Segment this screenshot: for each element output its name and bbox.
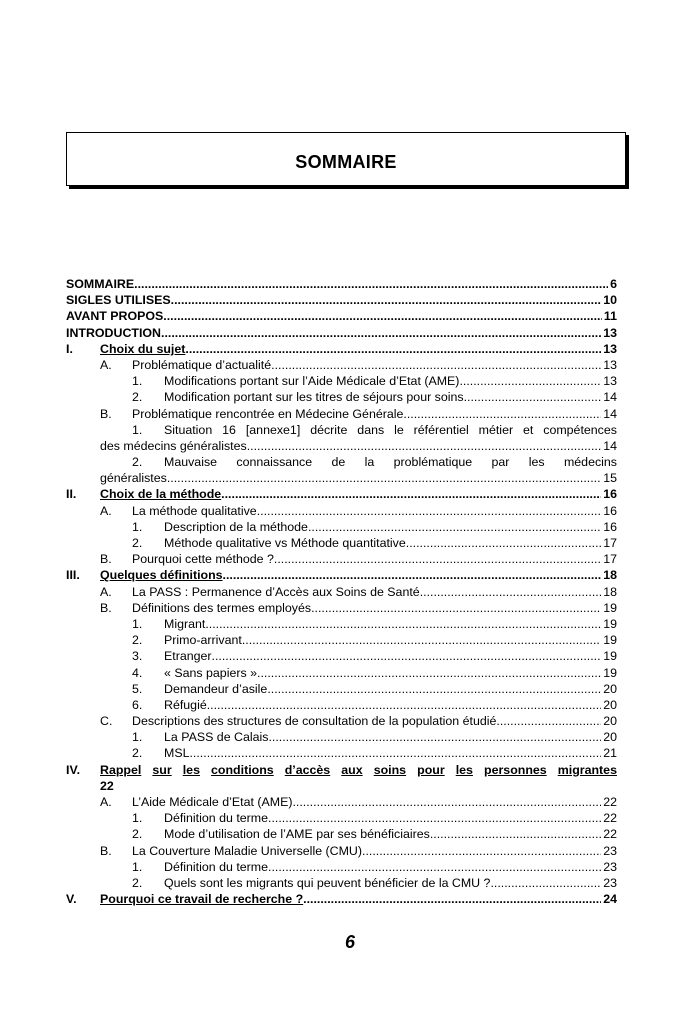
- toc-entry[interactable]: [66, 276, 617, 292]
- toc-entry-page: 14: [603, 390, 617, 405]
- toc-entry-title: La Couverture Maladie Universelle (CMU): [132, 843, 362, 858]
- toc-entry-page: 23: [603, 843, 617, 858]
- toc-entry-title: SOMMAIRE: [66, 277, 135, 291]
- toc-entry-number: 1.: [132, 730, 143, 745]
- toc-entry[interactable]: [66, 551, 617, 567]
- toc-entry-number: 2.: [132, 455, 143, 470]
- toc-entry-page: 16: [603, 503, 617, 518]
- toc-entry-page: 11: [603, 309, 617, 324]
- toc-entry[interactable]: [66, 308, 617, 324]
- toc-entry-number: B.: [100, 406, 112, 421]
- toc-entry-number: 1.: [132, 374, 143, 389]
- toc-entry-number: 2.: [132, 875, 143, 890]
- toc-leader-dots: [257, 665, 601, 681]
- toc-leader-dots: [221, 486, 601, 502]
- toc-entry-page: 10: [603, 293, 617, 308]
- toc-entry[interactable]: [66, 632, 617, 648]
- toc-entry-page: 14: [603, 438, 617, 453]
- toc-entry[interactable]: [66, 794, 617, 810]
- toc-entry-title: Quels sont les migrants qui peuvent bénéficier de la CMU ?: [164, 875, 491, 890]
- toc-entry-number: A.: [100, 584, 112, 599]
- toc-entry-title: La PASS de Calais: [164, 730, 269, 745]
- toc-entry-title: AVANT PROPOS: [66, 309, 164, 324]
- toc-leader-dots: [242, 632, 601, 648]
- table-of-contents: [66, 276, 617, 907]
- toc-entry-number: 4.: [132, 665, 143, 680]
- toc-entry-number: III.: [66, 568, 80, 583]
- toc-entry-number: A.: [100, 503, 112, 518]
- toc-word: migrantes: [557, 762, 617, 777]
- toc-leader-dots: [303, 891, 601, 907]
- toc-leader-dots: [207, 697, 601, 713]
- toc-leader-dots: [212, 648, 602, 664]
- toc-entry-number: C.: [100, 714, 113, 729]
- toc-entry-number: A.: [100, 795, 112, 809]
- toc-entry-title: Quelques définitions: [100, 568, 223, 583]
- toc-entry-page: 18: [603, 584, 617, 599]
- toc-word: sur: [152, 762, 172, 777]
- toc-word: de: [331, 455, 346, 470]
- title-box: [66, 132, 626, 186]
- toc-entry-page: 24: [603, 892, 617, 907]
- toc-entry[interactable]: [66, 341, 617, 357]
- toc-leader-dots: [430, 826, 601, 842]
- toc-entry-number: I.: [66, 341, 73, 356]
- toc-entry-page: 13: [603, 374, 617, 389]
- toc-entry-page: 20: [603, 681, 617, 696]
- toc-entry-number: 1.: [132, 616, 143, 631]
- toc-leader-dots: [167, 470, 601, 486]
- toc-entry-title: Définition du terme: [164, 859, 268, 874]
- toc-entry-page: 22: [603, 827, 617, 842]
- page-title: SOMMAIRE: [295, 151, 397, 172]
- toc-entry[interactable]: [66, 729, 617, 745]
- toc-leader-dots: [185, 341, 601, 357]
- toc-entry[interactable]: [66, 616, 617, 632]
- toc-word: médecins: [563, 455, 617, 470]
- toc-word: compétences: [543, 422, 617, 437]
- toc-entry-page: 16: [603, 487, 617, 502]
- toc-entry-title: Définition du terme: [164, 811, 268, 826]
- toc-entry[interactable]: [66, 859, 617, 875]
- toc-entry-number: V.: [66, 892, 77, 907]
- toc-leader-dots: [490, 875, 601, 891]
- toc-word: pour: [417, 762, 445, 777]
- toc-word: dans: [357, 422, 385, 437]
- toc-entry-page: 19: [603, 649, 617, 664]
- toc-entry[interactable]: [66, 713, 617, 729]
- toc-entry-page: 6: [610, 277, 617, 291]
- toc-leader-dots: [205, 616, 601, 632]
- toc-entry-page: 23: [603, 875, 617, 890]
- toc-leader-dots: [311, 600, 601, 616]
- toc-entry-number: 2.: [132, 827, 143, 842]
- toc-entry-title: Problématique rencontrée en Médecine Générale: [132, 406, 404, 421]
- toc-leader-dots: [257, 503, 602, 519]
- toc-entry-page: 20: [603, 714, 617, 729]
- toc-entry[interactable]: [66, 438, 617, 454]
- toc-entry-number: IV.: [66, 762, 81, 777]
- toc-entry-title: Choix de la méthode: [100, 487, 222, 502]
- toc-entry-page: 13: [603, 325, 617, 340]
- toc-leader-dots: [459, 373, 601, 389]
- toc-entry[interactable]: [66, 600, 617, 616]
- toc-entry-wrapped-line[interactable]: [66, 422, 617, 438]
- toc-entry-page: 17: [603, 552, 617, 567]
- toc-entry-page: 13: [603, 357, 617, 372]
- toc-entry-title: Mode d’utilisation de l’AME par ses bénéficiaires: [164, 827, 430, 842]
- page-number: 6: [344, 932, 355, 952]
- toc-entry[interactable]: [66, 389, 617, 405]
- toc-leader-dots: [161, 325, 601, 341]
- toc-entry-number: 1.: [132, 811, 143, 826]
- toc-entry-title: Modifications portant sur l’Aide Médicale d’Etat (AME): [164, 374, 460, 389]
- toc-entry-title: Problématique d’actualité: [132, 357, 272, 372]
- toc-entry[interactable]: [66, 697, 617, 713]
- toc-entry-title: Réfugié: [164, 697, 207, 712]
- toc-entry[interactable]: [66, 665, 617, 681]
- toc-entry[interactable]: [66, 567, 617, 583]
- toc-word: 16: [222, 422, 236, 437]
- toc-entry[interactable]: [66, 325, 617, 341]
- toc-entry-number: B.: [100, 843, 112, 858]
- toc-word: d’accès: [284, 762, 331, 777]
- toc-entry-number: 2.: [132, 633, 143, 648]
- toc-entry-number: 3.: [132, 649, 143, 664]
- toc-word: et: [523, 422, 534, 437]
- toc-leader-dots: [163, 308, 602, 324]
- toc-entry[interactable]: [66, 406, 617, 422]
- toc-leader-dots: [247, 438, 601, 454]
- toc-leader-dots: [274, 551, 601, 567]
- toc-entry[interactable]: [66, 292, 617, 308]
- toc-entry-number: A.: [100, 357, 112, 372]
- toc-word: [annexe1]: [245, 422, 301, 437]
- toc-entry[interactable]: [66, 519, 617, 535]
- toc-leader-dots: [420, 584, 602, 600]
- toc-entry-title: Définitions des termes employés: [132, 600, 312, 615]
- toc-entry-title: généralistes: [100, 471, 167, 486]
- toc-word: soins: [373, 762, 407, 777]
- toc-entry[interactable]: [66, 373, 617, 389]
- toc-entry-title: La méthode qualitative: [132, 503, 257, 518]
- toc-entry-number: 1.: [132, 859, 143, 874]
- toc-leader-dots: [308, 519, 601, 535]
- toc-word: connaissance: [236, 455, 313, 470]
- toc-leader-dots: [406, 535, 601, 551]
- toc-word: référentiel: [413, 422, 469, 437]
- toc-entry-page: 19: [603, 616, 617, 631]
- toc-leader-dots: [464, 389, 602, 405]
- toc-entry-title: Migrant: [164, 616, 206, 631]
- toc-word: Rappel: [100, 762, 142, 777]
- toc-leader-dots: [134, 276, 608, 292]
- toc-entry[interactable]: [66, 843, 617, 859]
- toc-entry[interactable]: [66, 357, 617, 373]
- toc-entry-title: La PASS : Permanence d’Accès aux Soins de Santé: [132, 584, 420, 599]
- toc-entry-continuation: [66, 778, 617, 794]
- toc-entry[interactable]: [66, 891, 617, 907]
- toc-leader-dots: [362, 843, 601, 859]
- toc-entry-number: 5.: [132, 681, 143, 696]
- toc-word: conditions: [211, 762, 274, 777]
- toc-leader-dots: [268, 859, 601, 875]
- toc-entry[interactable]: [66, 470, 617, 486]
- toc-word: problématique: [393, 455, 473, 470]
- toc-entry-page: 20: [603, 730, 617, 745]
- toc-leader-dots: [403, 406, 601, 422]
- toc-entry-page: 19: [603, 600, 617, 615]
- toc-word: décrite: [310, 422, 348, 437]
- toc-entry-number: B.: [100, 600, 112, 615]
- toc-entry-page: 21: [603, 746, 617, 761]
- toc-entry-title: SIGLES UTILISES: [66, 293, 171, 308]
- toc-entry-wrapped-line[interactable]: [66, 762, 617, 778]
- toc-entry-title: Description de la méthode: [164, 519, 308, 534]
- toc-entry-page: 23: [603, 859, 617, 874]
- toc-entry-number: B.: [100, 552, 112, 567]
- toc-entry-page: 19: [603, 633, 617, 648]
- toc-leader-dots: [268, 729, 601, 745]
- toc-entry-page: 22: [603, 795, 617, 809]
- toc-entry-title: Demandeur d’asile: [164, 681, 268, 696]
- toc-entry-number: 1.: [132, 519, 143, 534]
- toc-entry[interactable]: [66, 503, 617, 519]
- toc-entry-page: 17: [603, 536, 617, 550]
- toc-leader-dots: [292, 794, 601, 810]
- toc-leader-dots: [189, 745, 601, 761]
- toc-entry-page: 14: [603, 406, 617, 421]
- toc-entry-number: 6.: [132, 697, 143, 712]
- toc-entry[interactable]: [66, 810, 617, 826]
- toc-word: métier: [478, 422, 514, 437]
- toc-entry[interactable]: [66, 584, 617, 600]
- toc-entry-page: 22: [100, 778, 114, 793]
- toc-word: les: [182, 762, 200, 777]
- toc-entry-title: Modification portant sur les titres de séjours pour soins: [164, 390, 464, 405]
- toc-entry-page: 13: [603, 341, 617, 356]
- toc-entry-page: 15: [603, 471, 617, 486]
- toc-entry-number: 2.: [132, 390, 143, 405]
- toc-word: la: [364, 455, 375, 470]
- toc-entry-title: Choix du sujet: [100, 341, 186, 356]
- toc-entry[interactable]: [66, 486, 617, 502]
- toc-word: les: [455, 762, 473, 777]
- toc-entry-title: MSL: [164, 746, 190, 761]
- toc-entry-title: des médecins généralistes: [100, 438, 247, 453]
- toc-entry[interactable]: [66, 535, 617, 551]
- toc-entry-title: Descriptions des structures de consultation de la population étudié: [132, 714, 497, 729]
- toc-leader-dots: [223, 567, 602, 583]
- toc-entry-title: Méthode qualitative vs Méthode quantitative: [164, 536, 406, 550]
- toc-word: les: [528, 455, 545, 470]
- toc-entry-title: INTRODUCTION: [66, 325, 161, 340]
- toc-entry-page: 19: [603, 665, 617, 680]
- toc-leader-dots: [268, 810, 601, 826]
- toc-word: personnes: [484, 762, 547, 777]
- toc-entry-title: Pourquoi cette méthode ?: [132, 552, 274, 567]
- toc-entry-page: 16: [603, 519, 617, 534]
- toc-entry[interactable]: [66, 681, 617, 697]
- toc-word: Situation: [164, 422, 213, 437]
- toc-entry[interactable]: [66, 875, 617, 891]
- toc-leader-dots: [267, 681, 601, 697]
- toc-leader-dots: [271, 357, 601, 373]
- toc-entry-wrapped-line[interactable]: [66, 454, 617, 470]
- toc-entry-page: 22: [603, 811, 617, 826]
- toc-entry-number: 1.: [132, 422, 143, 437]
- toc-entry-page: 20: [603, 697, 617, 712]
- toc-entry-number: 2.: [132, 536, 143, 550]
- toc-leader-dots: [496, 713, 601, 729]
- toc-entry-title: L’Aide Médicale d’Etat (AME): [132, 795, 293, 809]
- toc-entry-title: Pourquoi ce travail de recherche ?: [100, 892, 304, 907]
- toc-entry-number: II.: [66, 487, 77, 502]
- toc-entry-page: 18: [603, 568, 617, 583]
- toc-word: Mauvaise: [164, 455, 218, 470]
- toc-entry[interactable]: [66, 745, 617, 761]
- toc-entry[interactable]: [66, 648, 617, 664]
- toc-entry[interactable]: [66, 826, 617, 842]
- toc-entry-title: Etranger: [164, 649, 212, 664]
- toc-entry-title: Primo-arrivant: [164, 633, 242, 648]
- toc-word: le: [394, 422, 404, 437]
- toc-leader-dots: [171, 292, 602, 308]
- toc-entry-number: 2.: [132, 746, 143, 761]
- toc-word: par: [491, 455, 510, 470]
- toc-entry-title: « Sans papiers »: [164, 665, 257, 680]
- toc-word: aux: [341, 762, 363, 777]
